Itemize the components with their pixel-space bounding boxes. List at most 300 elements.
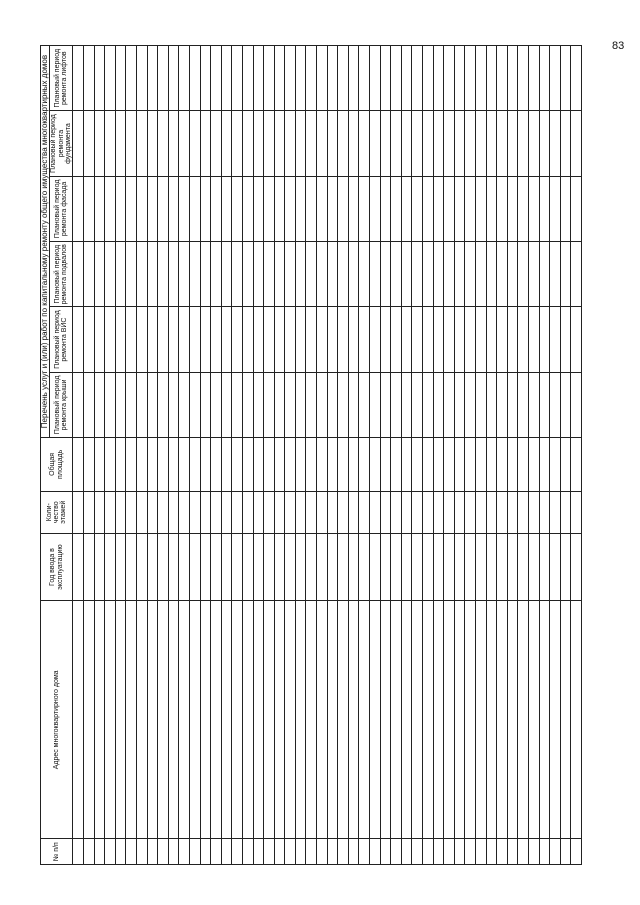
table-cell — [528, 372, 539, 437]
table-cell — [348, 111, 359, 176]
table-cell — [317, 601, 328, 839]
table-cell — [359, 601, 370, 839]
table-cell — [507, 491, 518, 533]
table-cell — [285, 601, 296, 839]
table-cell — [560, 307, 571, 372]
header-roof: Плановый период ремонта крыши — [50, 372, 73, 437]
table-row — [348, 46, 359, 865]
table-cell — [84, 242, 95, 307]
table-cell — [136, 111, 147, 176]
table-cell — [391, 176, 402, 241]
table-cell — [518, 533, 529, 601]
table-cell — [391, 242, 402, 307]
table-cell — [285, 438, 296, 492]
table-cell — [242, 839, 253, 865]
table-cell — [264, 111, 275, 176]
table-cell — [444, 601, 455, 839]
table-cell — [115, 372, 126, 437]
table-cell — [179, 839, 190, 865]
table-cell — [200, 176, 211, 241]
table-cell — [274, 111, 285, 176]
table-cell — [497, 307, 508, 372]
table-cell — [497, 46, 508, 111]
table-cell — [486, 601, 497, 839]
table-cell — [274, 176, 285, 241]
table-cell — [465, 533, 476, 601]
table-cell — [486, 533, 497, 601]
table-cell — [317, 111, 328, 176]
table-cell — [539, 242, 550, 307]
table-cell — [475, 46, 486, 111]
table-row — [158, 46, 169, 865]
table-row — [465, 46, 476, 865]
table-cell — [539, 176, 550, 241]
header-foundation: Плановый период ремонта фундамента — [50, 111, 73, 176]
table-cell — [338, 533, 349, 601]
table-cell — [433, 176, 444, 241]
table-cell — [253, 438, 264, 492]
table-cell — [412, 438, 423, 492]
table-cell — [105, 242, 116, 307]
table-cell — [412, 491, 423, 533]
table-cell — [264, 46, 275, 111]
table-cell — [560, 242, 571, 307]
table-cell — [242, 438, 253, 492]
table-row — [486, 46, 497, 865]
table-cell — [285, 46, 296, 111]
table-cell — [560, 601, 571, 839]
table-cell — [168, 533, 179, 601]
table-cell — [465, 372, 476, 437]
table-cell — [486, 111, 497, 176]
table-cell — [295, 176, 306, 241]
table-cell — [274, 839, 285, 865]
table-cell — [338, 307, 349, 372]
table-cell — [147, 372, 158, 437]
table-cell — [454, 491, 465, 533]
table-cell — [401, 307, 412, 372]
table-cell — [380, 533, 391, 601]
table-cell — [380, 601, 391, 839]
table-cell — [295, 438, 306, 492]
table-row — [211, 46, 222, 865]
table-row — [126, 46, 137, 865]
table-cell — [423, 176, 434, 241]
header-basement: Плановый период ремонта подвалов — [50, 242, 73, 307]
table-cell — [232, 533, 243, 601]
table-cell — [444, 111, 455, 176]
table-cell — [433, 307, 444, 372]
table-cell — [274, 242, 285, 307]
table-cell — [550, 533, 561, 601]
table-cell — [285, 491, 296, 533]
table-cell — [126, 839, 137, 865]
table-cell — [232, 176, 243, 241]
table-cell — [211, 533, 222, 601]
table-cell — [126, 46, 137, 111]
table-cell — [528, 533, 539, 601]
table-cell — [497, 176, 508, 241]
table-cell — [401, 176, 412, 241]
table-cell — [560, 491, 571, 533]
table-cell — [264, 372, 275, 437]
table-cell — [264, 438, 275, 492]
table-cell — [200, 307, 211, 372]
table-cell — [221, 839, 232, 865]
table-cell — [370, 111, 381, 176]
table-cell — [380, 307, 391, 372]
header-systems: Плановый период ремонта ВИС — [50, 307, 73, 372]
table-cell — [126, 491, 137, 533]
table-cell — [242, 46, 253, 111]
table-cell — [242, 307, 253, 372]
table-cell — [433, 111, 444, 176]
table-cell — [359, 372, 370, 437]
table-row — [317, 46, 328, 865]
table-cell — [242, 491, 253, 533]
table-cell — [444, 533, 455, 601]
table-cell — [518, 307, 529, 372]
table-cell — [158, 372, 169, 437]
table-cell — [391, 491, 402, 533]
table-cell — [465, 491, 476, 533]
table-row — [401, 46, 412, 865]
table-cell — [454, 601, 465, 839]
table-cell — [327, 839, 338, 865]
table-cell — [348, 176, 359, 241]
header-num: № п/п — [41, 839, 73, 865]
table-cell — [507, 307, 518, 372]
table-cell — [317, 491, 328, 533]
table-cell — [348, 839, 359, 865]
table-cell — [423, 533, 434, 601]
table-cell — [380, 46, 391, 111]
table-cell — [115, 438, 126, 492]
table-cell — [147, 46, 158, 111]
table-cell — [221, 176, 232, 241]
table-row — [497, 46, 508, 865]
table-cell — [274, 533, 285, 601]
table-cell — [105, 372, 116, 437]
table-cell — [550, 242, 561, 307]
table-cell — [264, 839, 275, 865]
table-cell — [158, 839, 169, 865]
table-cell — [295, 491, 306, 533]
table-cell — [518, 601, 529, 839]
table-cell — [348, 46, 359, 111]
table-cell — [264, 533, 275, 601]
table-cell — [454, 438, 465, 492]
table-cell — [327, 111, 338, 176]
table-cell — [168, 46, 179, 111]
table-cell — [168, 601, 179, 839]
table-cell — [126, 438, 137, 492]
table-cell — [94, 839, 105, 865]
table-cell — [401, 491, 412, 533]
table-cell — [571, 491, 582, 533]
table-cell — [179, 372, 190, 437]
table-cell — [189, 372, 200, 437]
table-cell — [317, 176, 328, 241]
header-elevators: Плановый период ремонта лифтов — [50, 46, 73, 111]
table-cell — [158, 242, 169, 307]
table-cell — [327, 438, 338, 492]
table-cell — [550, 839, 561, 865]
table-cell — [232, 438, 243, 492]
table-cell — [126, 372, 137, 437]
table-cell — [158, 46, 169, 111]
table-cell — [115, 491, 126, 533]
table-cell — [200, 601, 211, 839]
table-cell — [200, 111, 211, 176]
table-cell — [338, 242, 349, 307]
table-row — [507, 46, 518, 865]
table-cell — [306, 307, 317, 372]
table-cell — [327, 307, 338, 372]
table-cell — [412, 111, 423, 176]
table-cell — [348, 242, 359, 307]
table-cell — [168, 438, 179, 492]
header-works-group: Перечень услуг и (или) работ по капитальному ремонту общего имущества многоквартирных домов — [41, 46, 50, 438]
table-cell — [73, 372, 84, 437]
table-cell — [518, 242, 529, 307]
table-cell — [242, 111, 253, 176]
table-cell — [295, 839, 306, 865]
table-cell — [338, 111, 349, 176]
table-cell — [423, 438, 434, 492]
header-facade: Плановый период ремонта фасада — [50, 176, 73, 241]
table-cell — [370, 533, 381, 601]
table-cell — [147, 176, 158, 241]
table-cell — [221, 307, 232, 372]
table-cell — [211, 46, 222, 111]
table-row — [295, 46, 306, 865]
table-cell — [253, 307, 264, 372]
table-cell — [391, 111, 402, 176]
table-cell — [179, 533, 190, 601]
table-cell — [105, 839, 116, 865]
table-cell — [136, 839, 147, 865]
table-cell — [444, 307, 455, 372]
table-cell — [232, 839, 243, 865]
table-cell — [189, 533, 200, 601]
table-cell — [486, 307, 497, 372]
table-cell — [507, 46, 518, 111]
table-cell — [560, 533, 571, 601]
table-cell — [571, 533, 582, 601]
table-cell — [253, 372, 264, 437]
table-cell — [295, 307, 306, 372]
table-cell — [539, 438, 550, 492]
table-cell — [380, 839, 391, 865]
table-cell — [158, 176, 169, 241]
table-cell — [126, 176, 137, 241]
table-cell — [412, 372, 423, 437]
table-cell — [423, 46, 434, 111]
table-cell — [465, 111, 476, 176]
table-cell — [391, 307, 402, 372]
table-cell — [306, 601, 317, 839]
table-row — [84, 46, 95, 865]
table-cell — [518, 111, 529, 176]
table-cell — [136, 438, 147, 492]
table-cell — [571, 438, 582, 492]
table-cell — [465, 438, 476, 492]
table-cell — [73, 242, 84, 307]
table-cell — [211, 307, 222, 372]
table-cell — [486, 438, 497, 492]
table-cell — [475, 533, 486, 601]
table-row — [285, 46, 296, 865]
table-cell — [423, 839, 434, 865]
table-cell — [475, 601, 486, 839]
table-cell — [211, 242, 222, 307]
table-cell — [571, 46, 582, 111]
table-cell — [348, 438, 359, 492]
table-cell — [179, 438, 190, 492]
table-row — [454, 46, 465, 865]
table-cell — [454, 839, 465, 865]
table-cell — [338, 601, 349, 839]
table-cell — [518, 176, 529, 241]
table-cell — [528, 242, 539, 307]
table-cell — [507, 601, 518, 839]
table-cell — [126, 533, 137, 601]
table-cell — [359, 839, 370, 865]
table-cell — [327, 601, 338, 839]
table-cell — [528, 176, 539, 241]
table-cell — [84, 176, 95, 241]
table-cell — [306, 438, 317, 492]
table-cell — [232, 242, 243, 307]
table-row — [73, 46, 84, 865]
table-cell — [232, 491, 243, 533]
table-cell — [253, 46, 264, 111]
table-cell — [94, 491, 105, 533]
table-cell — [550, 372, 561, 437]
table-cell — [306, 372, 317, 437]
table-cell — [168, 242, 179, 307]
table-cell — [486, 491, 497, 533]
table-cell — [401, 601, 412, 839]
table-cell — [84, 46, 95, 111]
table-cell — [200, 839, 211, 865]
table-cell — [475, 438, 486, 492]
table-cell — [147, 307, 158, 372]
table-row — [136, 46, 147, 865]
table-cell — [539, 839, 550, 865]
table-cell — [147, 111, 158, 176]
table-body — [73, 46, 582, 865]
table-cell — [189, 438, 200, 492]
table-cell — [94, 372, 105, 437]
table-cell — [433, 242, 444, 307]
table-cell — [327, 242, 338, 307]
table-cell — [317, 307, 328, 372]
table-row — [221, 46, 232, 865]
table-cell — [84, 601, 95, 839]
table-cell — [370, 307, 381, 372]
table-cell — [211, 601, 222, 839]
repair-plan-table — [40, 45, 582, 865]
table-cell — [94, 242, 105, 307]
table-cell — [412, 307, 423, 372]
table-cell — [571, 242, 582, 307]
table-cell — [274, 372, 285, 437]
table-cell — [497, 491, 508, 533]
table-cell — [550, 491, 561, 533]
table-cell — [73, 839, 84, 865]
table-cell — [221, 111, 232, 176]
table-cell — [475, 242, 486, 307]
table-cell — [253, 242, 264, 307]
table-cell — [253, 601, 264, 839]
table-cell — [264, 242, 275, 307]
table-cell — [295, 601, 306, 839]
table-cell — [84, 839, 95, 865]
table-cell — [444, 491, 455, 533]
table-cell — [285, 176, 296, 241]
table-cell — [264, 176, 275, 241]
table-cell — [306, 46, 317, 111]
table-cell — [550, 438, 561, 492]
table-cell — [126, 111, 137, 176]
table-cell — [571, 839, 582, 865]
table-cell — [359, 307, 370, 372]
table-cell — [412, 176, 423, 241]
table-cell — [359, 242, 370, 307]
table-cell — [391, 438, 402, 492]
table-cell — [242, 533, 253, 601]
table-row — [168, 46, 179, 865]
table-cell — [338, 839, 349, 865]
table-cell — [391, 839, 402, 865]
table-cell — [497, 372, 508, 437]
table-cell — [327, 491, 338, 533]
table-cell — [84, 111, 95, 176]
table-row — [518, 46, 529, 865]
table-cell — [507, 533, 518, 601]
table-cell — [274, 307, 285, 372]
table-cell — [560, 839, 571, 865]
table-cell — [391, 533, 402, 601]
table-cell — [115, 839, 126, 865]
table-cell — [179, 176, 190, 241]
table-cell — [211, 372, 222, 437]
table-cell — [327, 533, 338, 601]
table-row — [539, 46, 550, 865]
table-cell — [189, 491, 200, 533]
page-number: 83 — [612, 40, 625, 52]
table-cell — [454, 533, 465, 601]
table-cell — [136, 491, 147, 533]
table-cell — [444, 372, 455, 437]
table-cell — [168, 839, 179, 865]
table-cell — [253, 176, 264, 241]
table-cell — [539, 491, 550, 533]
table-cell — [497, 242, 508, 307]
table-cell — [274, 491, 285, 533]
table-cell — [158, 111, 169, 176]
table-cell — [391, 46, 402, 111]
table-cell — [486, 242, 497, 307]
table-cell — [264, 307, 275, 372]
table-cell — [189, 839, 200, 865]
table-cell — [147, 839, 158, 865]
table-cell — [454, 46, 465, 111]
table-cell — [528, 307, 539, 372]
table-cell — [338, 372, 349, 437]
